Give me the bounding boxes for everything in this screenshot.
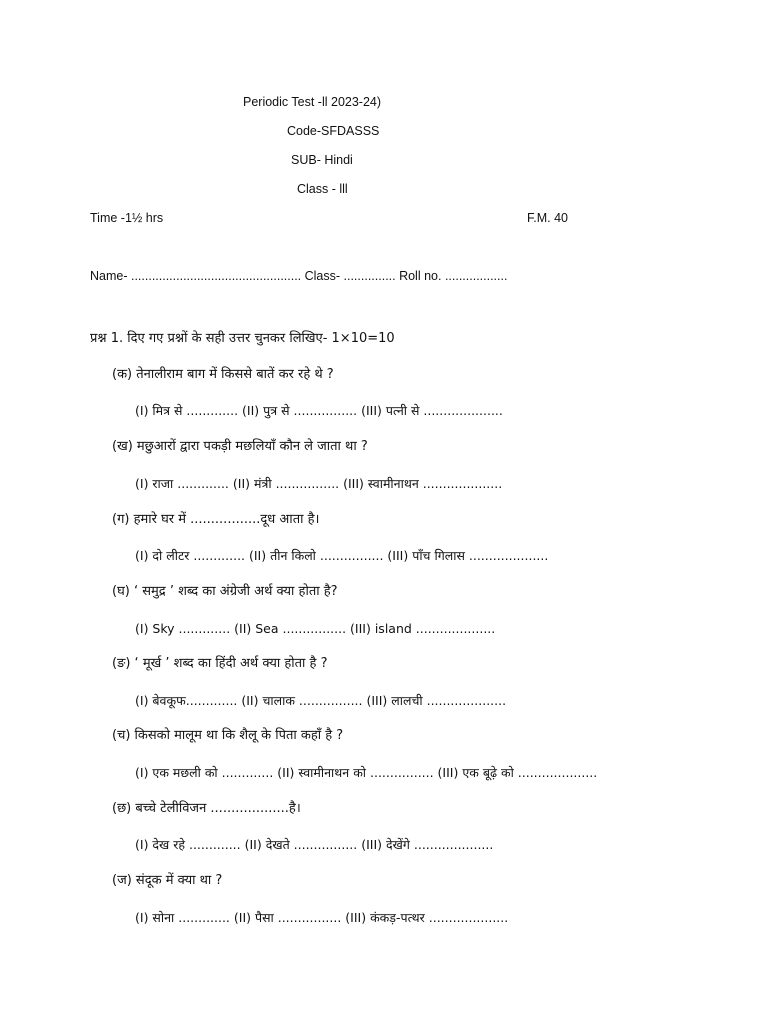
test-title: Periodic Test -ll 2023-24)	[243, 95, 382, 109]
class-line: Class - lll	[297, 182, 348, 196]
section-title: प्रश्न 1. दिए गए प्रश्नों के सही उत्तर चुनकर लिखिए- 1×10=10	[90, 331, 395, 346]
subject-line: SUB- Hindi	[291, 153, 353, 167]
question-options: (I) मित्र से ............. (II) पुत्र से ................ (III) पत्नी से ....................	[135, 403, 503, 418]
question-options: (I) एक मछली को ............. (II) स्वामीनाथन को ................ (III) एक बूढ़े को ....................	[135, 765, 598, 780]
question-text: (ख) मछुआरों द्वारा पकड़ी मछलियाँ कौन ले जाता था ?	[112, 439, 368, 454]
question-text: (छ) बच्चे टेलीविजन ...................है।	[112, 801, 301, 816]
question-options: (I) राजा ............. (II) मंत्री ................ (III) स्वामीनाथन ....................	[135, 476, 503, 491]
question-text: (ग) हमारे घर में .................दूध आता है।	[112, 512, 320, 527]
question-options: (I) बेवकूफ............. (II) चालाक ................ (III) लालची ....................	[135, 693, 507, 708]
question-text: (च) किसको मालूम था कि शैलू के पिता कहाँ है ?	[112, 728, 344, 743]
question-text: (क) तेनालीराम बाग में किससे बातें कर रहे थे ?	[112, 367, 334, 382]
question-options: (I) सोना ............. (II) पैसा ................ (III) कंकड़-पत्थर ....................	[135, 910, 509, 925]
full-marks: F.M. 40	[527, 211, 568, 225]
question-options: (I) देख रहे ............. (II) देखते ................ (III) देखेंगे ....................	[135, 837, 494, 852]
question-options: (I) दो लीटर ............. (II) तीन किलो ................ (III) पाँच गिलास ....................	[135, 548, 549, 563]
question-text: (ज) संदूक में क्या था ?	[112, 873, 223, 888]
student-info-line: Name- ................................................. Class- ............... Roll no. ..................	[90, 269, 508, 283]
code-line: Code-SFDASSS	[287, 124, 380, 138]
question-options: (I) Sky ............. (II) Sea ................ (III) island ....................	[135, 621, 496, 636]
question-text: (घ) ‘ समुद्र ’ शब्द का अंग्रेजी अर्थ क्या होता है?	[112, 584, 338, 599]
time-line: Time -1½ hrs	[90, 211, 164, 225]
question-text: (ङ) ‘ मूर्ख ’ शब्द का हिंदी अर्थ क्या होता है ?	[112, 656, 328, 671]
